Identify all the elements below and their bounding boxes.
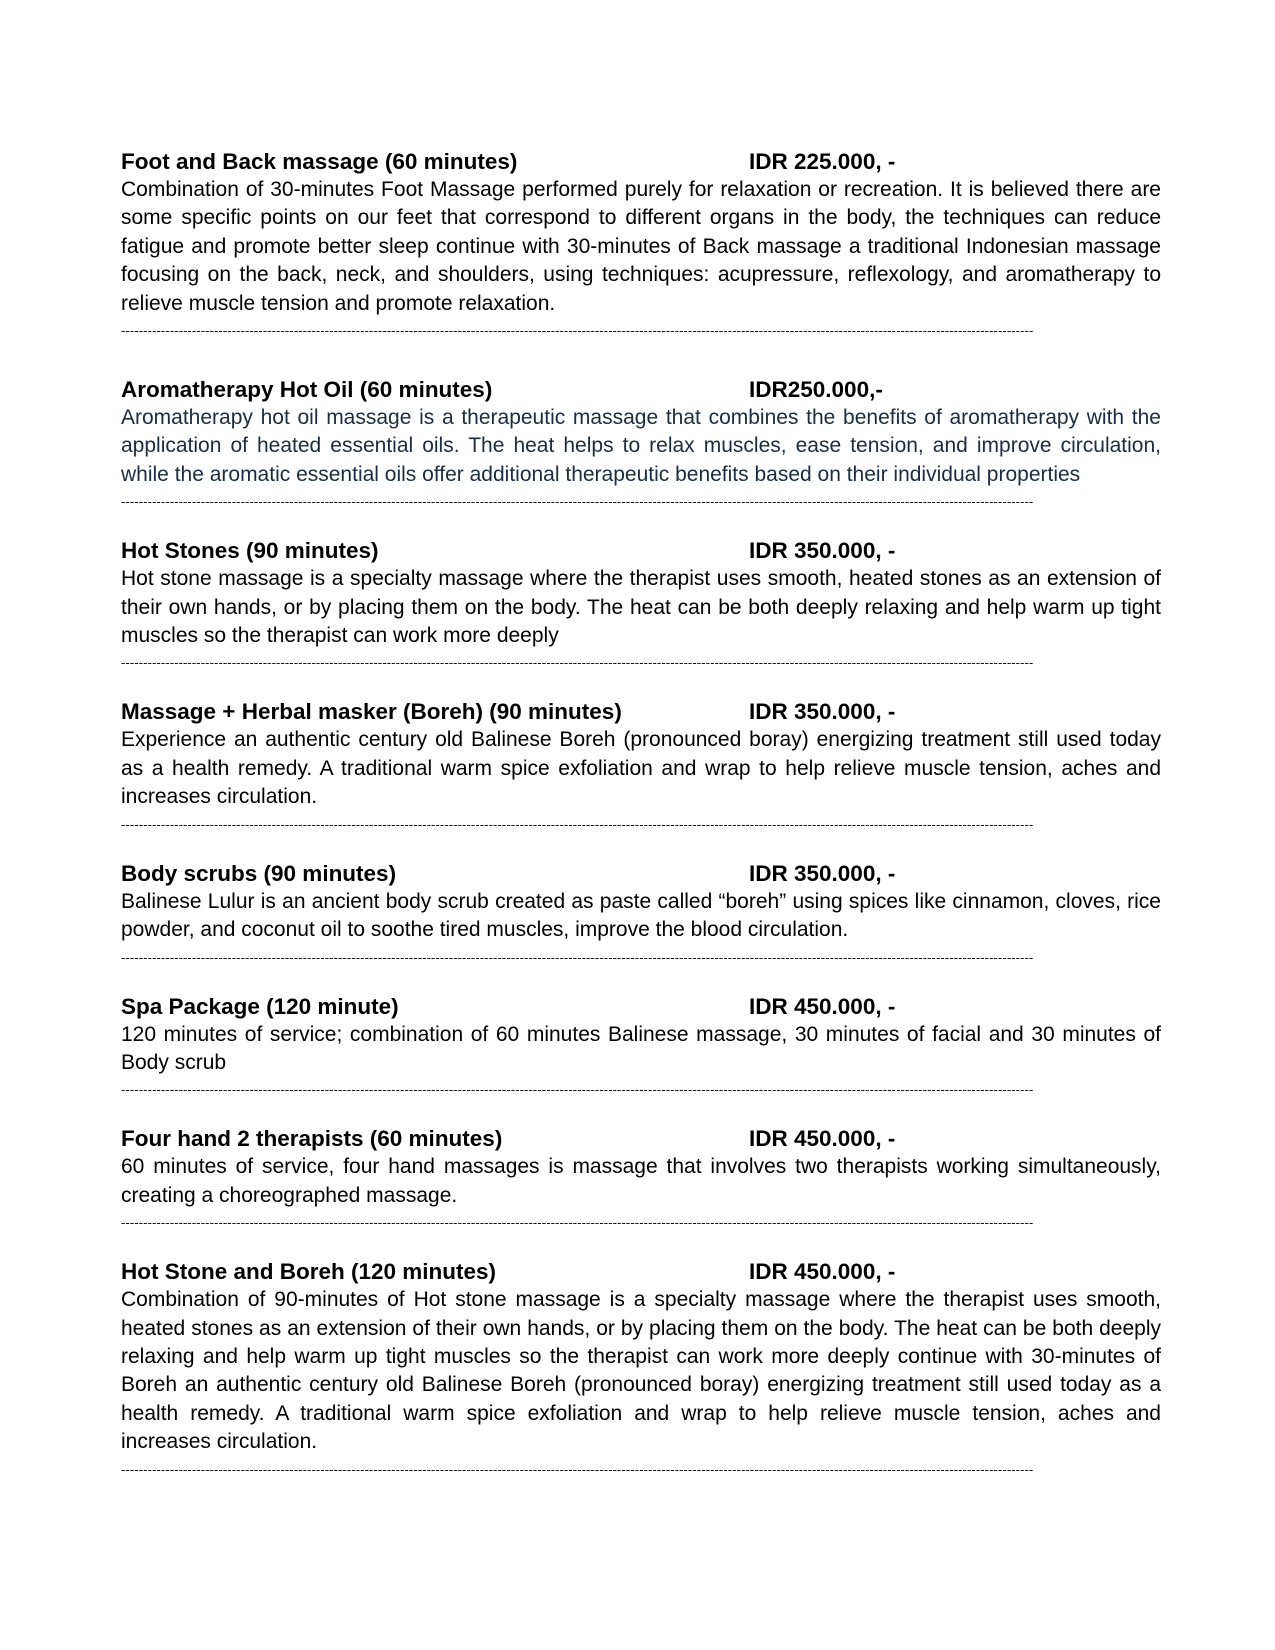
service-item (121, 860, 1161, 965)
service-name: Foot and Back massage (60 minutes) (121, 149, 518, 174)
service-header (121, 537, 1161, 565)
service-header (121, 148, 1161, 176)
service-header (121, 993, 1161, 1021)
service-description: Combination of 90-minutes of Hot stone massage is a specialty massage where the therapist uses smooth, heated stones as an extension of their own hands, or by placing them on the body. The heat can be both deeply relaxing and help warm up tight muscles so the therapist can work more deeply continue with 30-minutes of Boreh an authentic century old Balinese Boreh (pronounced boray) energizing treatment still used today as a health remedy. A traditional warm spice exfoliation and wrap to help relieve muscle tension, aches and increases circulation. (121, 1288, 1161, 1454)
service-header (121, 860, 1161, 888)
service-name: Body scrubs (90 minutes) (121, 860, 397, 886)
dashed-divider: -------------------------------------------------------------------------------------------------------------------------------------------------------------------------------------------------------------- (121, 817, 1034, 832)
service-header (121, 376, 1161, 404)
dashed-divider: -------------------------------------------------------------------------------------------------------------------------------------------------------------------------------------------------------------- (121, 1083, 1034, 1098)
service-description: Combination of 30-minutes Foot Massage performed purely for relaxation or recreation. It is believed there are some specific points on our feet that correspond to different organs in the body, the techniques can reduce fatigue and promote better sleep continue with 30-minutes of Back massage a traditional Indonesian massage focusing on the back, neck, and shoulders, using techniques: acupressure, reflexology, and aromatherapy to relieve muscle tension and promote relaxation. (121, 178, 1161, 315)
service-item (121, 537, 1161, 670)
service-name: Massage + Herbal masker (Boreh) (90 minutes) (121, 699, 622, 725)
service-name: Hot Stones (90 minutes) (121, 538, 379, 564)
service-header (121, 1125, 1161, 1153)
service-description: Hot stone massage is a specialty massage where the therapist uses smooth, heated stones as an extension of their own hands, or by placing them on the body. The heat can be both deeply relaxing and help warm up tight muscles so the therapist can work more deeply (121, 567, 1161, 648)
service-price: IDR 450.000, - (749, 1259, 896, 1285)
service-description: 60 minutes of service, four hand massages is massage that involves two therapists working simultaneously, creating a choreographed massage. (121, 1155, 1161, 1207)
service-item (121, 1125, 1161, 1230)
dashed-divider: -------------------------------------------------------------------------------------------------------------------------------------------------------------------------------------------------------------- (121, 656, 1034, 671)
service-name: Four hand 2 therapists (60 minutes) (121, 1126, 503, 1152)
service-price: IDR 450.000, - (749, 1126, 896, 1152)
service-price: IDR250.000,- (749, 377, 883, 403)
spa-price-list (121, 148, 1161, 1477)
service-header (121, 1258, 1161, 1286)
service-name: Spa Package (120 minute) (121, 993, 399, 1019)
dashed-divider: -------------------------------------------------------------------------------------------------------------------------------------------------------------------------------------------------------------- (121, 1462, 1034, 1477)
dashed-divider: -------------------------------------------------------------------------------------------------------------------------------------------------------------------------------------------------------------- (121, 495, 1034, 510)
service-price: IDR 225.000, - (749, 149, 896, 174)
service-description: 120 minutes of service; combination of 60 minutes Balinese massage, 30 minutes of facial and 30 minutes of Body scrub (121, 1022, 1161, 1074)
service-description: Experience an authentic century old Balinese Boreh (pronounced boray) energizing treatment still used today as a health remedy. A traditional warm spice exfoliation and wrap to help relieve muscle tension, aches and increases circulation. (121, 728, 1161, 809)
service-header (121, 698, 1161, 726)
service-item (121, 148, 1161, 338)
service-price: IDR 350.000, - (749, 860, 896, 886)
dashed-divider: -------------------------------------------------------------------------------------------------------------------------------------------------------------------------------------------------------------- (121, 1216, 1034, 1231)
service-description: Aromatherapy hot oil massage is a therapeutic massage that combines the benefits of aromatherapy with the application of heated essential oils. The heat helps to relax muscles, ease tension, and improve circulation, while the aromatic essential oils offer additional therapeutic benefits based on their individual properties (121, 406, 1161, 486)
service-item (121, 376, 1161, 509)
service-price: IDR 350.000, - (749, 699, 896, 725)
service-description: Balinese Lulur is an ancient body scrub created as paste called “boreh” using spices like cinnamon, cloves, rice powder, and coconut oil to soothe tired muscles, improve the blood circulation. (121, 889, 1161, 942)
service-name: Hot Stone and Boreh (120 minutes) (121, 1259, 497, 1285)
service-price: IDR 350.000, - (749, 538, 896, 564)
service-item (121, 1258, 1161, 1476)
service-item (121, 993, 1161, 1098)
service-name: Aromatherapy Hot Oil (60 minutes) (121, 377, 493, 403)
service-item (121, 698, 1161, 831)
service-price: IDR 450.000, - (749, 993, 896, 1019)
dashed-divider: -------------------------------------------------------------------------------------------------------------------------------------------------------------------------------------------------------------- (121, 950, 1034, 965)
dashed-divider: -------------------------------------------------------------------------------------------------------------------------------------------------------------------------------------------------------------- (121, 324, 1034, 339)
